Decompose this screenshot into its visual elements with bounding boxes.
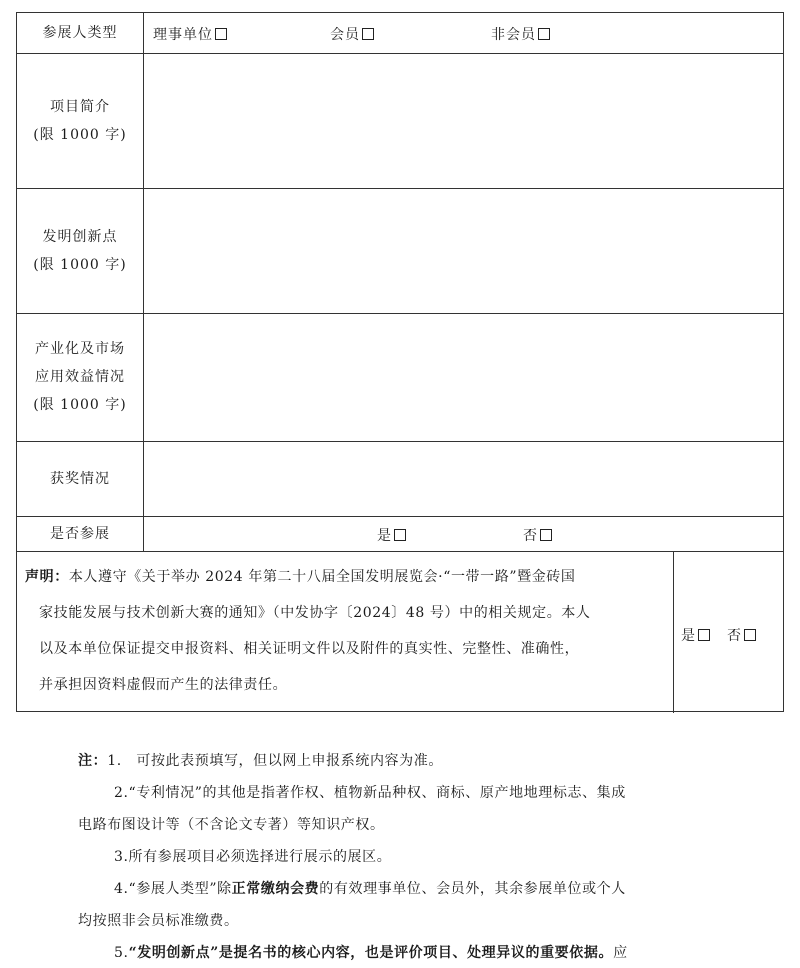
option-member[interactable] [330, 24, 374, 44]
option-label: 否 [727, 628, 742, 644]
declaration-line: 以及本单位保证提交申报资料、相关证明文件以及附件的真实性、完整性、准确性， [39, 641, 580, 657]
note-5 [114, 938, 628, 968]
innovation-field[interactable] [144, 189, 783, 313]
project-intro-label: 项目简介 (限 1000 字) [33, 98, 127, 143]
checkbox-non-member[interactable] [538, 28, 550, 40]
note-bold-text: 正常缴纳会费 [231, 881, 320, 897]
awards-field[interactable] [144, 442, 783, 516]
option-label: 是 [681, 628, 696, 644]
declaration-line-text: 本人遵守《关于举办 2024 年第二十八届全国发明展览会·“一带一路”暨金砖国 [68, 569, 576, 585]
note-bold-text: “发明创新点”是提名书的核心内容，也是评价项目、处理异议的重要依据。 [128, 945, 614, 961]
note-1 [78, 746, 443, 776]
note-4a [114, 874, 626, 904]
declaration-line: 并承担因资料虚假而产生的法律责任。 [39, 677, 288, 693]
note-3: 3.所有参展项目必须选择进行展示的展区。 [114, 849, 392, 865]
industrialization-label: 产业化及市场 应用效益情况 (限 1000 字) [33, 341, 127, 413]
declaration-label: 声明： [25, 569, 69, 585]
application-form-table [16, 12, 784, 712]
notes-prefix: 注： [78, 753, 108, 769]
declaration-text [25, 559, 675, 703]
declaration-yes[interactable] [681, 625, 710, 645]
checkbox-exhibit-no[interactable] [540, 529, 552, 541]
option-label: 非会员 [491, 27, 536, 43]
awards-label: 获奖情况 [50, 470, 110, 487]
option-council-member[interactable] [153, 24, 227, 44]
note-2b: 电路布图设计等（不含论文专著）等知识产权。 [78, 817, 385, 833]
note-2a: 2.“专利情况”的其他是指著作权、植物新品种权、商标、原产地地理标志、集成 [114, 785, 626, 801]
declaration-line [25, 559, 675, 595]
checkbox-exhibit-yes[interactable] [394, 529, 406, 541]
note-text: 应 [613, 945, 628, 961]
checkbox-council-member[interactable] [215, 28, 227, 40]
project-intro-field[interactable] [144, 54, 783, 188]
note-text: 4.“参展人类型”除 [114, 881, 232, 897]
row-divider [17, 551, 783, 552]
exhibit-no[interactable] [523, 525, 552, 545]
checkbox-declaration-yes[interactable] [698, 629, 710, 641]
declaration-line: 家技能发展与技术创新大赛的通知》（中发协字〔2024〕48 号）中的相关规定。本人 [39, 605, 591, 621]
note-text: 的有效理事单位、会员外，其余参展单位或个人 [319, 881, 626, 897]
exhibit-yes[interactable] [377, 525, 406, 545]
note-text: 5. [114, 945, 129, 961]
note-4b: 均按照非会员标准缴费。 [78, 913, 239, 929]
declaration-no[interactable] [727, 625, 756, 645]
industrialization-field[interactable] [144, 314, 783, 441]
option-label: 是 [377, 528, 392, 544]
checkbox-member[interactable] [362, 28, 374, 40]
innovation-label: 发明创新点 (限 1000 字) [33, 228, 127, 273]
option-label: 否 [523, 528, 538, 544]
option-label: 会员 [330, 27, 360, 43]
note-text: 1. 可按此表预填写，但以网上申报系统内容为准。 [107, 753, 443, 769]
option-non-member[interactable] [491, 24, 550, 44]
exhibit-label: 是否参展 [50, 525, 110, 542]
checkbox-declaration-no[interactable] [744, 629, 756, 641]
option-label: 理事单位 [153, 27, 213, 43]
participant-type-label: 参展人类型 [42, 25, 118, 41]
